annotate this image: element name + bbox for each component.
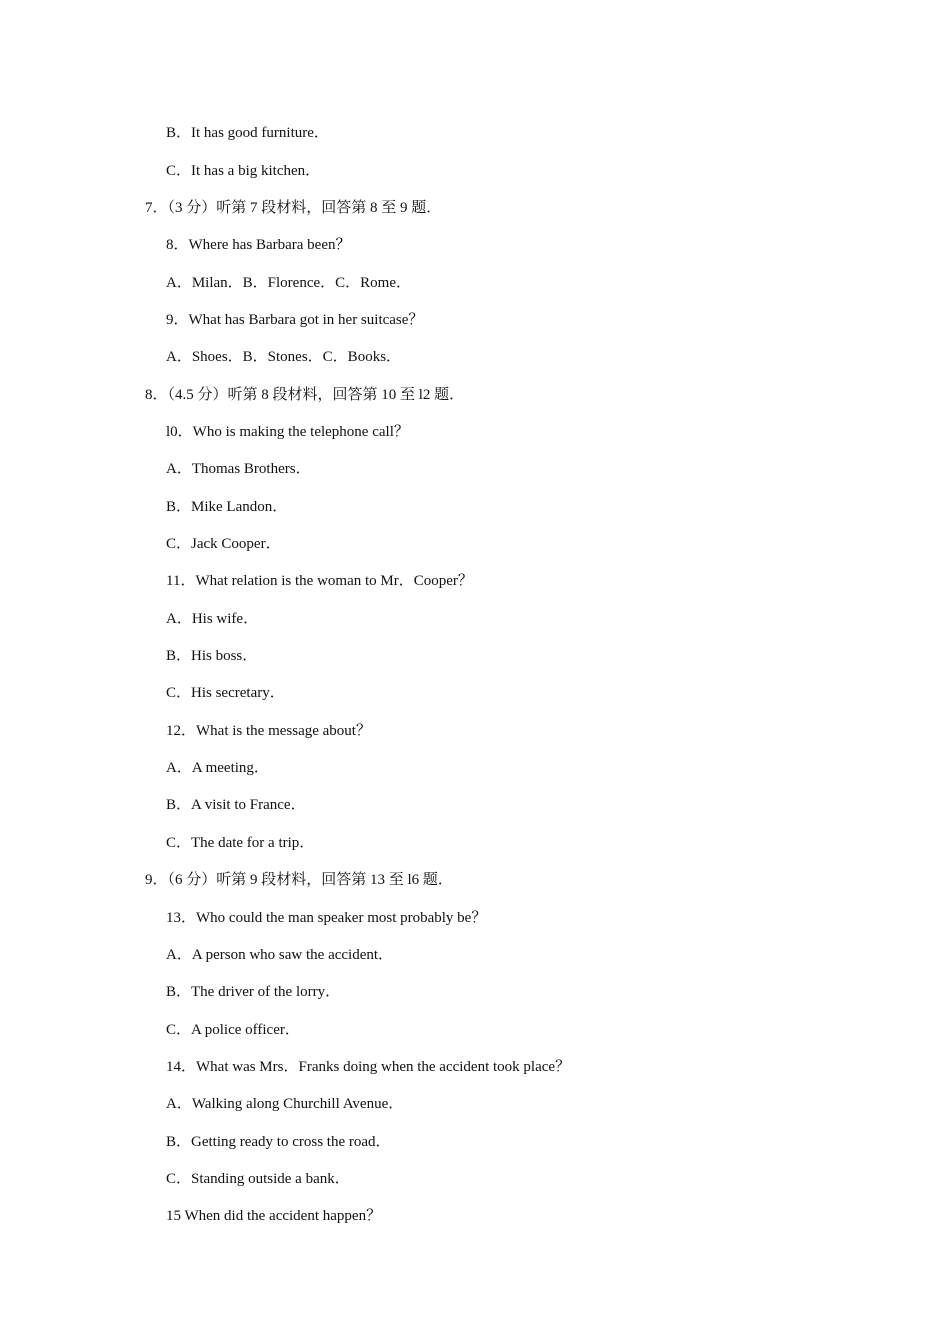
option-line: A．A person who saw the accident．: [166, 946, 394, 963]
question-stem: 9．What has Barbara got in her suitcase？: [166, 312, 424, 329]
option-line: A．Walking along Churchill Avenue．: [166, 1096, 404, 1113]
option-line: C．His secretary．: [166, 685, 285, 702]
section-heading: 7．（3 分）听第 7 段材料，回答第 8 至 9 题．: [145, 199, 442, 216]
option-line: B．Getting ready to cross the road．: [166, 1133, 391, 1150]
option-line: B．A visit to France．: [166, 797, 306, 814]
option-line: C．The date for a trip．: [166, 834, 315, 851]
option-line: A．His wife．: [166, 610, 259, 627]
question-stem: 11．What relation is the woman to Mr．Cooper？: [166, 573, 473, 590]
question-stem: 12．What is the message about？: [166, 722, 371, 739]
option-line: A．A meeting．: [166, 760, 269, 777]
option-line: C．Jack Cooper．: [166, 536, 281, 553]
continued-options: [0, 115, 950, 190]
option-line: C．Standing outside a bank．: [166, 1170, 350, 1187]
option-line: B．The driver of the lorry．: [166, 984, 341, 1001]
listening-section-9: [0, 862, 950, 1235]
option-line: A．Milan．B．Florence．C．Rome．: [166, 274, 411, 291]
section-heading: 8．（4.5 分）听第 8 段材料，回答第 10 至 l2 题．: [145, 386, 465, 403]
question-stem: 14．What was Mrs．Franks doing when the accident took place？: [166, 1058, 571, 1075]
listening-section-7: [0, 190, 950, 377]
question-stem: l0．Who is making the telephone call？: [166, 424, 409, 441]
question-stem: 8．Where has Barbara been？: [166, 237, 351, 254]
listening-section-8: [0, 377, 950, 862]
option-line: B．His boss．: [166, 648, 258, 665]
section-heading: 9．（6 分）听第 9 段材料，回答第 13 至 l6 题．: [145, 872, 453, 889]
question-stem: 15 When did the accident happen？: [166, 1208, 382, 1225]
option-line: C．It has a big kitchen．: [166, 162, 321, 179]
option-line: B．Mike Landon．: [166, 498, 288, 515]
option-line: C．A police officer．: [166, 1021, 300, 1038]
question-stem: 13．Who could the man speaker most probably be？: [166, 909, 487, 926]
option-line: B．It has good furniture．: [166, 125, 329, 142]
option-line: A．Thomas Brothers．: [166, 461, 311, 478]
option-line: A．Shoes．B．Stones．C．Books．: [166, 349, 402, 366]
